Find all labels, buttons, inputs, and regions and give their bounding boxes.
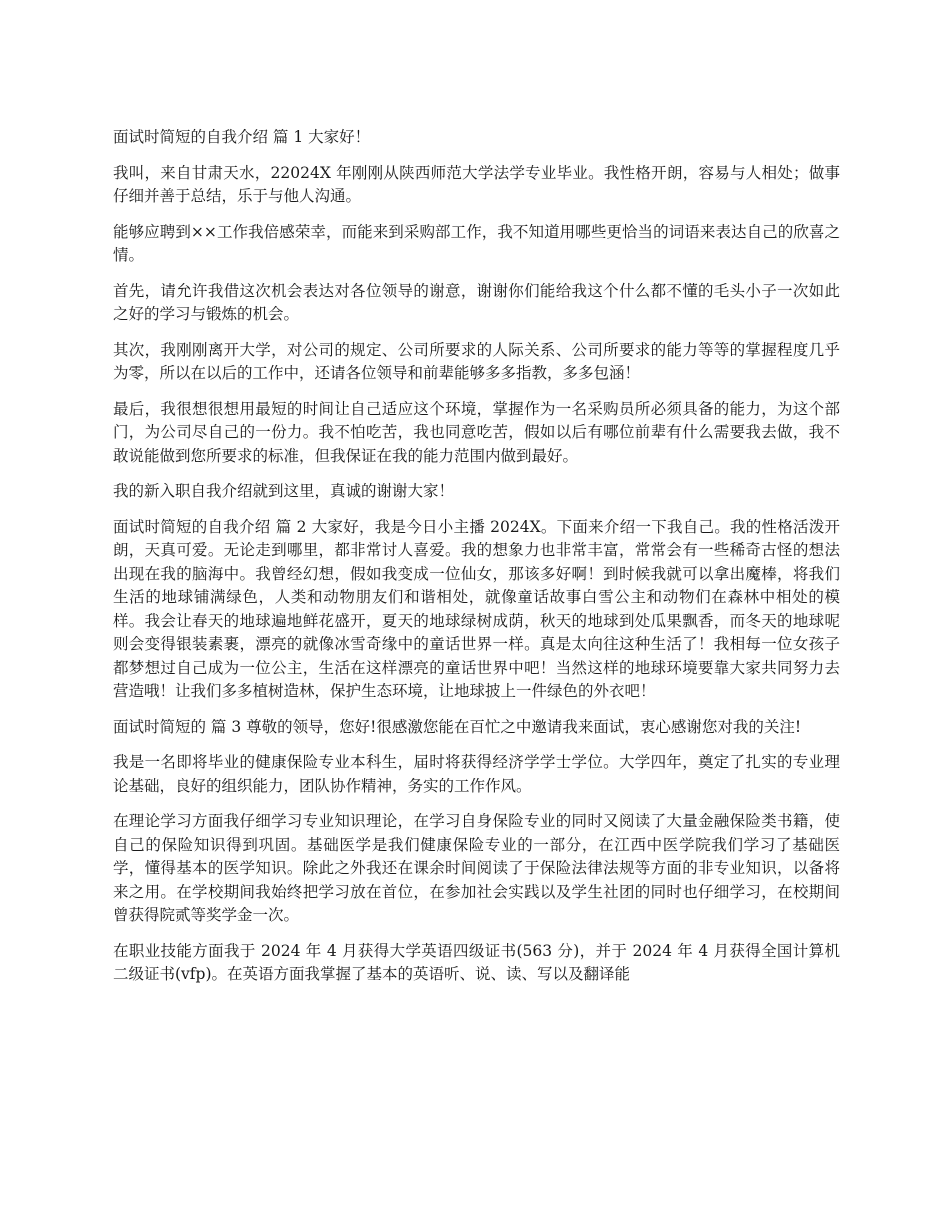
- paragraph-1: 面试时简短的自我介绍 篇 1 大家好！: [113, 128, 371, 146]
- paragraph-6: 最后，我很想很想用最短的时间让自己适应这个环境，掌握作为一名采购员所必须具备的能力，为这个部门，为公司尽自己的一份力。我不怕吃苦，我也同意吃苦，假如以后有哪位前辈有什么需要我去做，我不敢说能做到您所要求的标准，但我保证在我的能力范围内做到最好。: [113, 399, 840, 465]
- paragraph-7: 我的新入职自我介绍就到这里，真诚的谢谢大家！: [113, 482, 455, 500]
- paragraph-10: 我是一名即将毕业的健康保险专业本科生，届时将获得经济学学士学位。大学四年，奠定了扎实的专业理论基础，良好的组织能力，团队协作精神，务实的工作作风。: [113, 753, 840, 795]
- paragraph-5: 其次，我刚刚离开大学，对公司的规定、公司所要求的人际关系、公司所要求的能力等等的掌握程度几乎为零，所以在以后的工作中，还请各位领导和前辈能够多多指教，多多包涵！: [113, 340, 840, 382]
- paragraph-3: 能够应聘到××工作我倍感荣幸，而能来到采购部工作，我不知道用哪些更恰当的词语来表达自己的欣喜之情。: [113, 222, 840, 264]
- paragraph-11: 在理论学习方面我仔细学习专业知识理论，在学习自身保险专业的同时又阅读了大量金融保险类书籍，使自己的保险知识得到巩固。基础医学是我们健康保险专业的一部分，在江西中医学院我们学习了基础医学，懂得基本的医学知识。除此之外我还在课余时间阅读了于保险法律法规等方面的非专业知识，以备将来之用。在学校期间我始终把学习放在首位，在参加社会实践以及学生社团的同时也仔细学习，在校期间曾获得院贰等奖学金一次。: [113, 812, 840, 924]
- paragraph-8: 面试时简短的自我介绍 篇 2 大家好，我是今日小主播 2024X。下面来介绍一下我自己。我的性格活泼开朗，天真可爱。无论走到哪里，都非常讨人喜爱。我的想象力也非常丰富，常常会有一些稀奇古怪的想法出现在我的脑海中。我曾经幻想，假如我变成一位仙女，那该多好啊！到时候我就可以拿出魔棒，将我们生活的地球铺满绿色，人类和动物朋友们和谐相处，就像童话故事白雪公主和动物们在森林中相处的模样。我会让春天的地球遍地鲜花盛开，夏天的地球绿树成荫，秋天的地球到处瓜果飘香，而冬天的地球呢则会变得银装素裹，漂亮的就像冰雪奇缘中的童话世界一样。真是太向往这种生活了！我相每一位女孩子都梦想过自己成为一位公主，生活在这样漂亮的童话世界中吧！当然这样的地球环境要靠大家共同努力去营造哦！让我们多多植树造林，保护生态环境，让地球披上一件绿色的外衣吧！: [113, 517, 840, 700]
- document-body: [113, 126, 840, 999]
- paragraph-9: 面试时简短的 篇 3 尊敬的领导，您好!很感激您能在百忙之中邀请我来面试，衷心感谢您对我的关注!: [113, 717, 802, 736]
- paragraph-12: 在职业技能方面我于 2024 年 4 月获得大学英语四级证书(563 分)，并于 2024 年 4 月获得全国计算机二级证书(vfp)。在英语方面我掌握了基本的英语听、说、读、写以及翻译能: [113, 941, 840, 983]
- paragraph-2: 我叫，来自甘肃天水，22024X 年刚刚从陕西师范大学法学专业毕业。我性格开朗，容易与人相处；做事仔细并善于总结，乐于与他人沟通。: [113, 163, 840, 205]
- paragraph-4: 首先，请允许我借这次机会表达对各位领导的谢意，谢谢你们能给我这个什么都不懂的毛头小子一次如此之好的学习与锻炼的机会。: [113, 281, 840, 323]
